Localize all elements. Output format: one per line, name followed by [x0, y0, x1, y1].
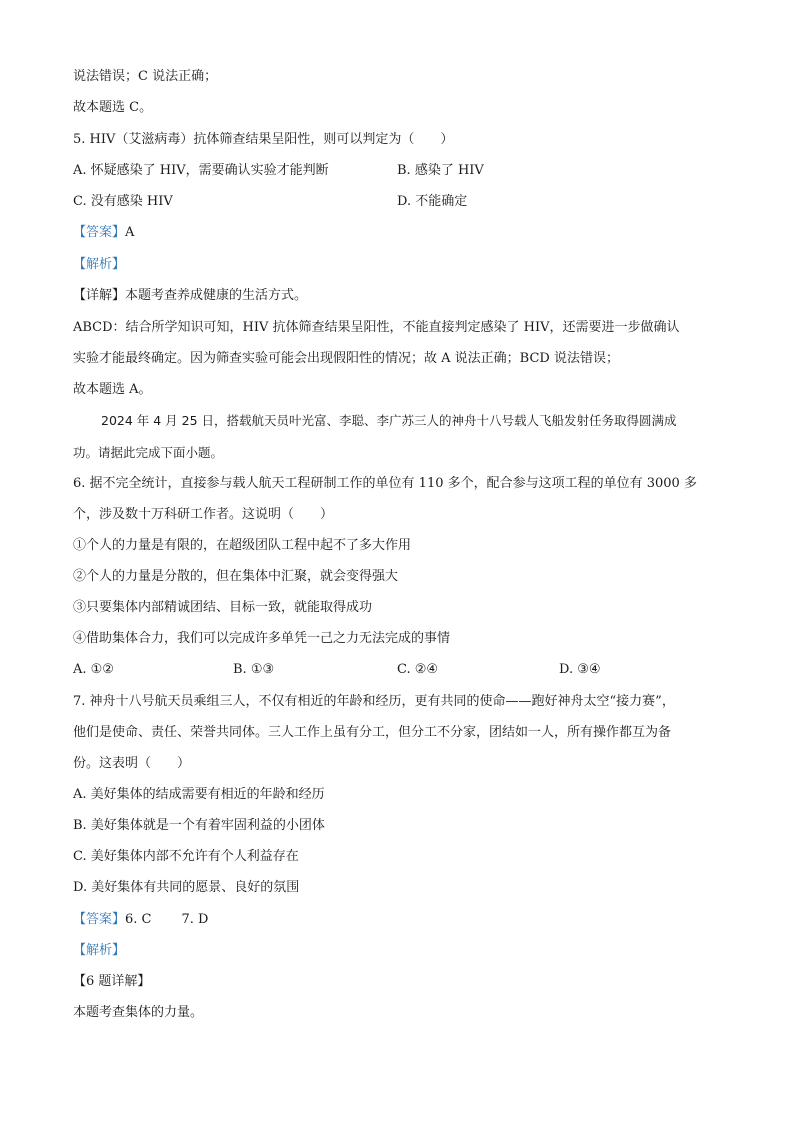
- question-7-stem: 他们是使命、责任、荣誉共同体。三人工作上虽有分工，但分工不分家，团结如一人，所有操作都互为备: [73, 725, 672, 740]
- answer-tag: 【答案】: [73, 912, 126, 927]
- analysis-tag: 【解析】: [73, 943, 126, 958]
- statement-3: ③只要集体内部精诚团结、目标一致，就能取得成功: [73, 600, 373, 615]
- answer-6-7: [73, 912, 208, 928]
- question-6-stem: 个，涉及数十万科研工作者。这说明（ ）: [73, 507, 334, 522]
- question-5-options-row-2: [0, 194, 793, 210]
- text-line: ABCD：结合所学知识可知，HIV 抗体筛查结果呈阳性，不能直接判定感染了 HIV，还需要进一步做确认: [73, 320, 680, 335]
- question-7-stem: 7. 神舟十八号航天员乘组三人，不仅有相近的年龄和经历，更有共同的使命——跑好神舟太空“接力赛”，: [73, 694, 675, 709]
- option-a: A. ①②: [73, 662, 114, 677]
- analysis-5: [73, 257, 125, 273]
- analysis-6-7: [73, 943, 125, 959]
- statement-1: ①个人的力量是有限的，在超级团队工程中起不了多大作用: [73, 538, 412, 553]
- option-c: C. 没有感染 HIV: [73, 194, 173, 209]
- answer-value: A: [125, 225, 135, 240]
- option-d: D. 美好集体有共同的愿景、良好的氛围: [73, 880, 300, 895]
- question-6-options: [0, 662, 793, 678]
- answer-7-value: 7. D: [181, 912, 209, 927]
- option-c: C. ②④: [397, 662, 439, 677]
- detail-5: [73, 288, 307, 304]
- detail-text: 本题考查养成健康的生活方式。: [125, 288, 308, 303]
- detail-6-text: 本题考查集体的力量。: [73, 1005, 204, 1020]
- option-a: A. 美好集体的结成需要有相近的年龄和经历: [73, 787, 325, 802]
- analysis-tag: 【解析】: [73, 257, 126, 272]
- text-line: 说法错误；C 说法正确；: [73, 69, 218, 84]
- statement-4: ④借助集体合力，我们可以完成许多单凭一己之力无法完成的事情: [73, 631, 451, 646]
- text-line: 故本题选 C。: [73, 100, 153, 115]
- option-b: B. ①③: [233, 662, 275, 677]
- question-6-stem: 6. 据不完全统计，直接参与载人航天工程研制工作的单位有 110 多个，配合参与这项工程的单位有 3000 多: [73, 476, 697, 491]
- option-c: C. 美好集体内部不允许有个人利益存在: [73, 849, 299, 864]
- detail-tag: 【详解】: [73, 288, 126, 303]
- answer-5: [73, 225, 134, 241]
- option-d: D. 不能确定: [397, 194, 468, 209]
- option-b: B. 美好集体就是一个有着牢固利益的小团体: [73, 818, 325, 833]
- material-intro: 功。请据此完成下面小题。: [73, 445, 224, 460]
- question-5-options-row-1: [0, 163, 793, 179]
- detail-6-tag: 【6 题详解】: [73, 974, 151, 989]
- answer-6-value: 6. C: [125, 912, 152, 927]
- statement-2: ②个人的力量是分散的，但在集体中汇聚，就会变得强大: [73, 569, 399, 584]
- question-5-stem: 5. HIV（艾滋病毒）抗体筛查结果呈阳性，则可以判定为（ ）: [73, 132, 454, 147]
- question-7-stem: 份。这表明（ ）: [73, 756, 191, 771]
- option-b: B. 感染了 HIV: [397, 163, 484, 178]
- option-d: D. ③④: [559, 662, 601, 677]
- answer-tag: 【答案】: [73, 225, 126, 240]
- text-line: 实验才能最终确定。因为筛查实验可能会出现假阳性的情况；故 A 说法正确；BCD 说法错误；: [73, 351, 619, 366]
- text-line: 故本题选 A。: [73, 382, 152, 397]
- material-intro: 2024 年 4 月 25 日，搭载航天员叶光富、李聪、李广苏三人的神舟十八号载人飞船发射任务取得圆满成: [101, 413, 677, 428]
- option-a: A. 怀疑感染了 HIV，需要确认实验才能判断: [73, 163, 329, 178]
